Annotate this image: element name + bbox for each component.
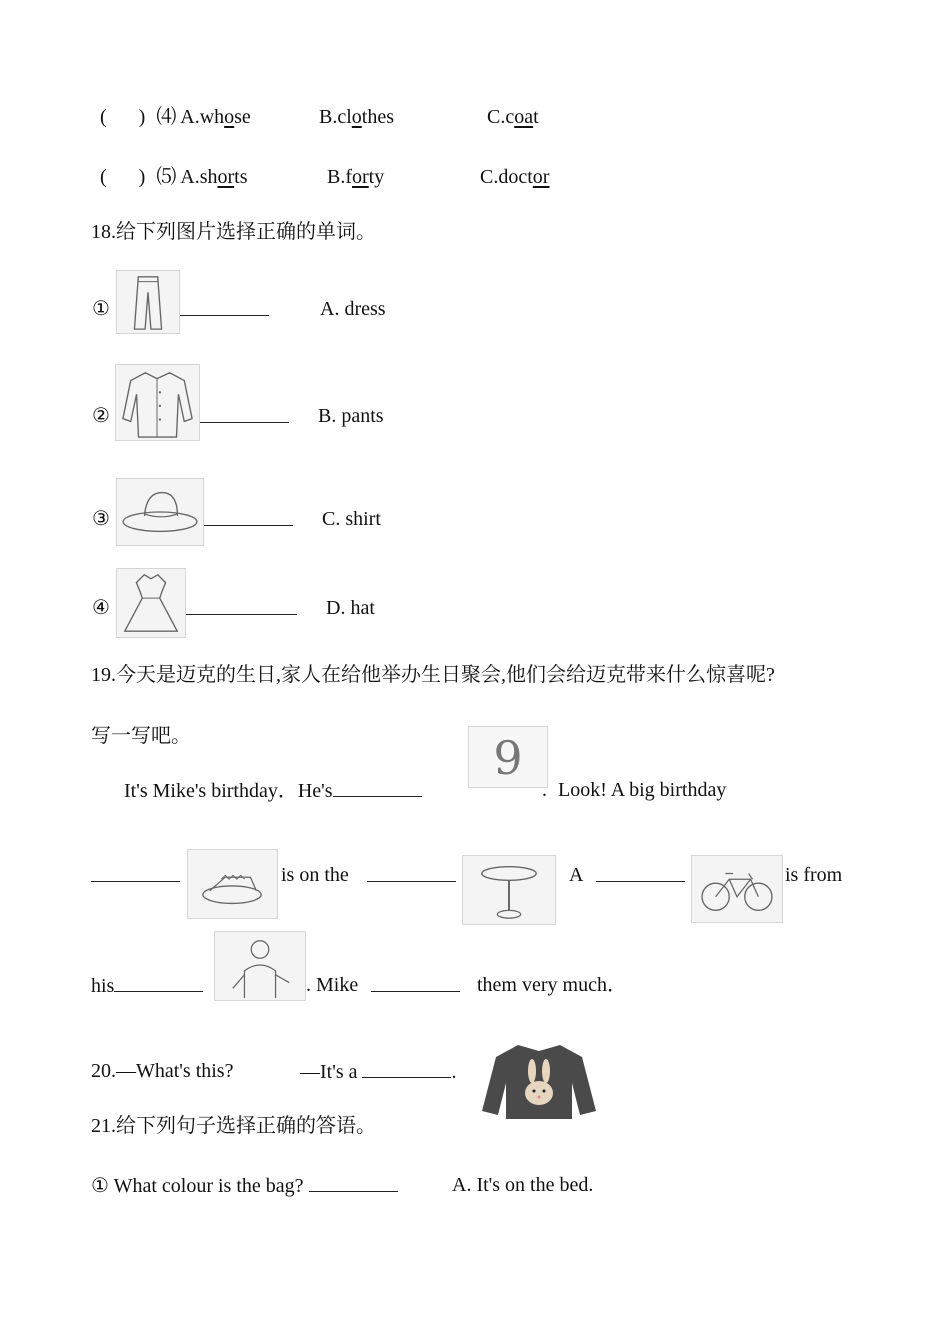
table-answer-blank[interactable]: [367, 863, 456, 888]
shirt-icon: [115, 364, 200, 441]
answer-paren-close: ): [138, 166, 146, 188]
q18-item2-number: ②: [92, 405, 110, 427]
q21-title: 21.给下列句子选择正确的答语。: [91, 1115, 376, 1137]
pants-icon: [116, 270, 180, 334]
sweater-answer-blank[interactable]: [362, 1059, 451, 1078]
question-number: ⑸: [156, 166, 177, 188]
cake-icon: [187, 849, 278, 919]
dress-icon: [116, 568, 186, 638]
bicycle-icon: [691, 855, 783, 923]
question-number: ⑷: [156, 106, 177, 128]
q18-option-a: A. dress: [320, 298, 386, 320]
q18-item4-answer-blank[interactable]: [186, 596, 297, 621]
q17-row5: [100, 165, 248, 189]
q19-title-line2: 写一写吧。: [91, 725, 191, 747]
bike-answer-blank[interactable]: [596, 863, 685, 888]
q18-item1-answer-blank[interactable]: [180, 297, 269, 322]
q18-item3-answer-blank[interactable]: [204, 507, 293, 532]
q19-title: 19.今天是迈克的生日,家人在给他举办生日聚会,他们会给迈克带来什么惊喜呢?: [91, 664, 775, 686]
q18-option-d: D. hat: [326, 597, 375, 619]
number-nine-image: 9: [468, 726, 548, 788]
q18-title: 18.给下列图片选择正确的单词。: [91, 221, 376, 243]
q18-item1-number: ①: [92, 298, 110, 320]
sweater-icon: [478, 1039, 600, 1123]
q18-option-b: B. pants: [318, 405, 384, 427]
option-a: A.whose: [180, 106, 251, 128]
q19-line3-mike: . Mike: [306, 974, 359, 996]
answer-paren-close: ): [138, 106, 146, 128]
answer-paren-open: (: [100, 106, 107, 128]
age-answer-blank[interactable]: [333, 778, 422, 797]
q18-item4-number: ④: [92, 597, 110, 619]
q19-line2-on-the: is on the: [281, 864, 349, 886]
like-answer-blank[interactable]: [371, 973, 460, 998]
q17-row4-option-b: B.clothes: [319, 106, 394, 128]
q19-line1-period: .: [542, 779, 547, 801]
q19-line2-a: A: [569, 864, 584, 886]
q18-option-c: C. shirt: [322, 508, 381, 530]
hat-icon: [116, 478, 204, 546]
q19-line3-end: them very much．: [477, 974, 627, 996]
cake-answer-blank[interactable]: [91, 863, 180, 888]
answer-paren-open: (: [100, 166, 107, 188]
grandfather-icon: [214, 931, 306, 1001]
q21-item1-answer-blank[interactable]: [309, 1173, 398, 1192]
grandpa-answer-blank[interactable]: [114, 973, 203, 992]
q18-item2-answer-blank[interactable]: [200, 404, 289, 429]
q17-row5-option-c: C.doctor: [480, 166, 550, 188]
q19-line3-his: his: [91, 973, 203, 998]
q21-option-a: A. It's on the bed.: [452, 1174, 594, 1196]
q20-question: 20.—What's this?: [91, 1060, 234, 1082]
q17-row5-option-b: B.forty: [327, 166, 385, 188]
table-icon: [462, 855, 556, 925]
option-a: A.shorts: [180, 166, 248, 188]
q19-line1-end: Look! A big birthday: [558, 779, 727, 801]
q17-row4: [100, 105, 251, 129]
q17-row4-option-c: C.coat: [487, 106, 539, 128]
q20-answer: —It's a .: [300, 1061, 457, 1083]
q19-line1-text: It's Mike's birthday．He's: [124, 778, 422, 803]
q19-line2-end: is from: [785, 864, 843, 886]
q18-item3-number: ③: [92, 508, 110, 530]
q21-item1: ① What colour is the bag?: [91, 1173, 398, 1198]
